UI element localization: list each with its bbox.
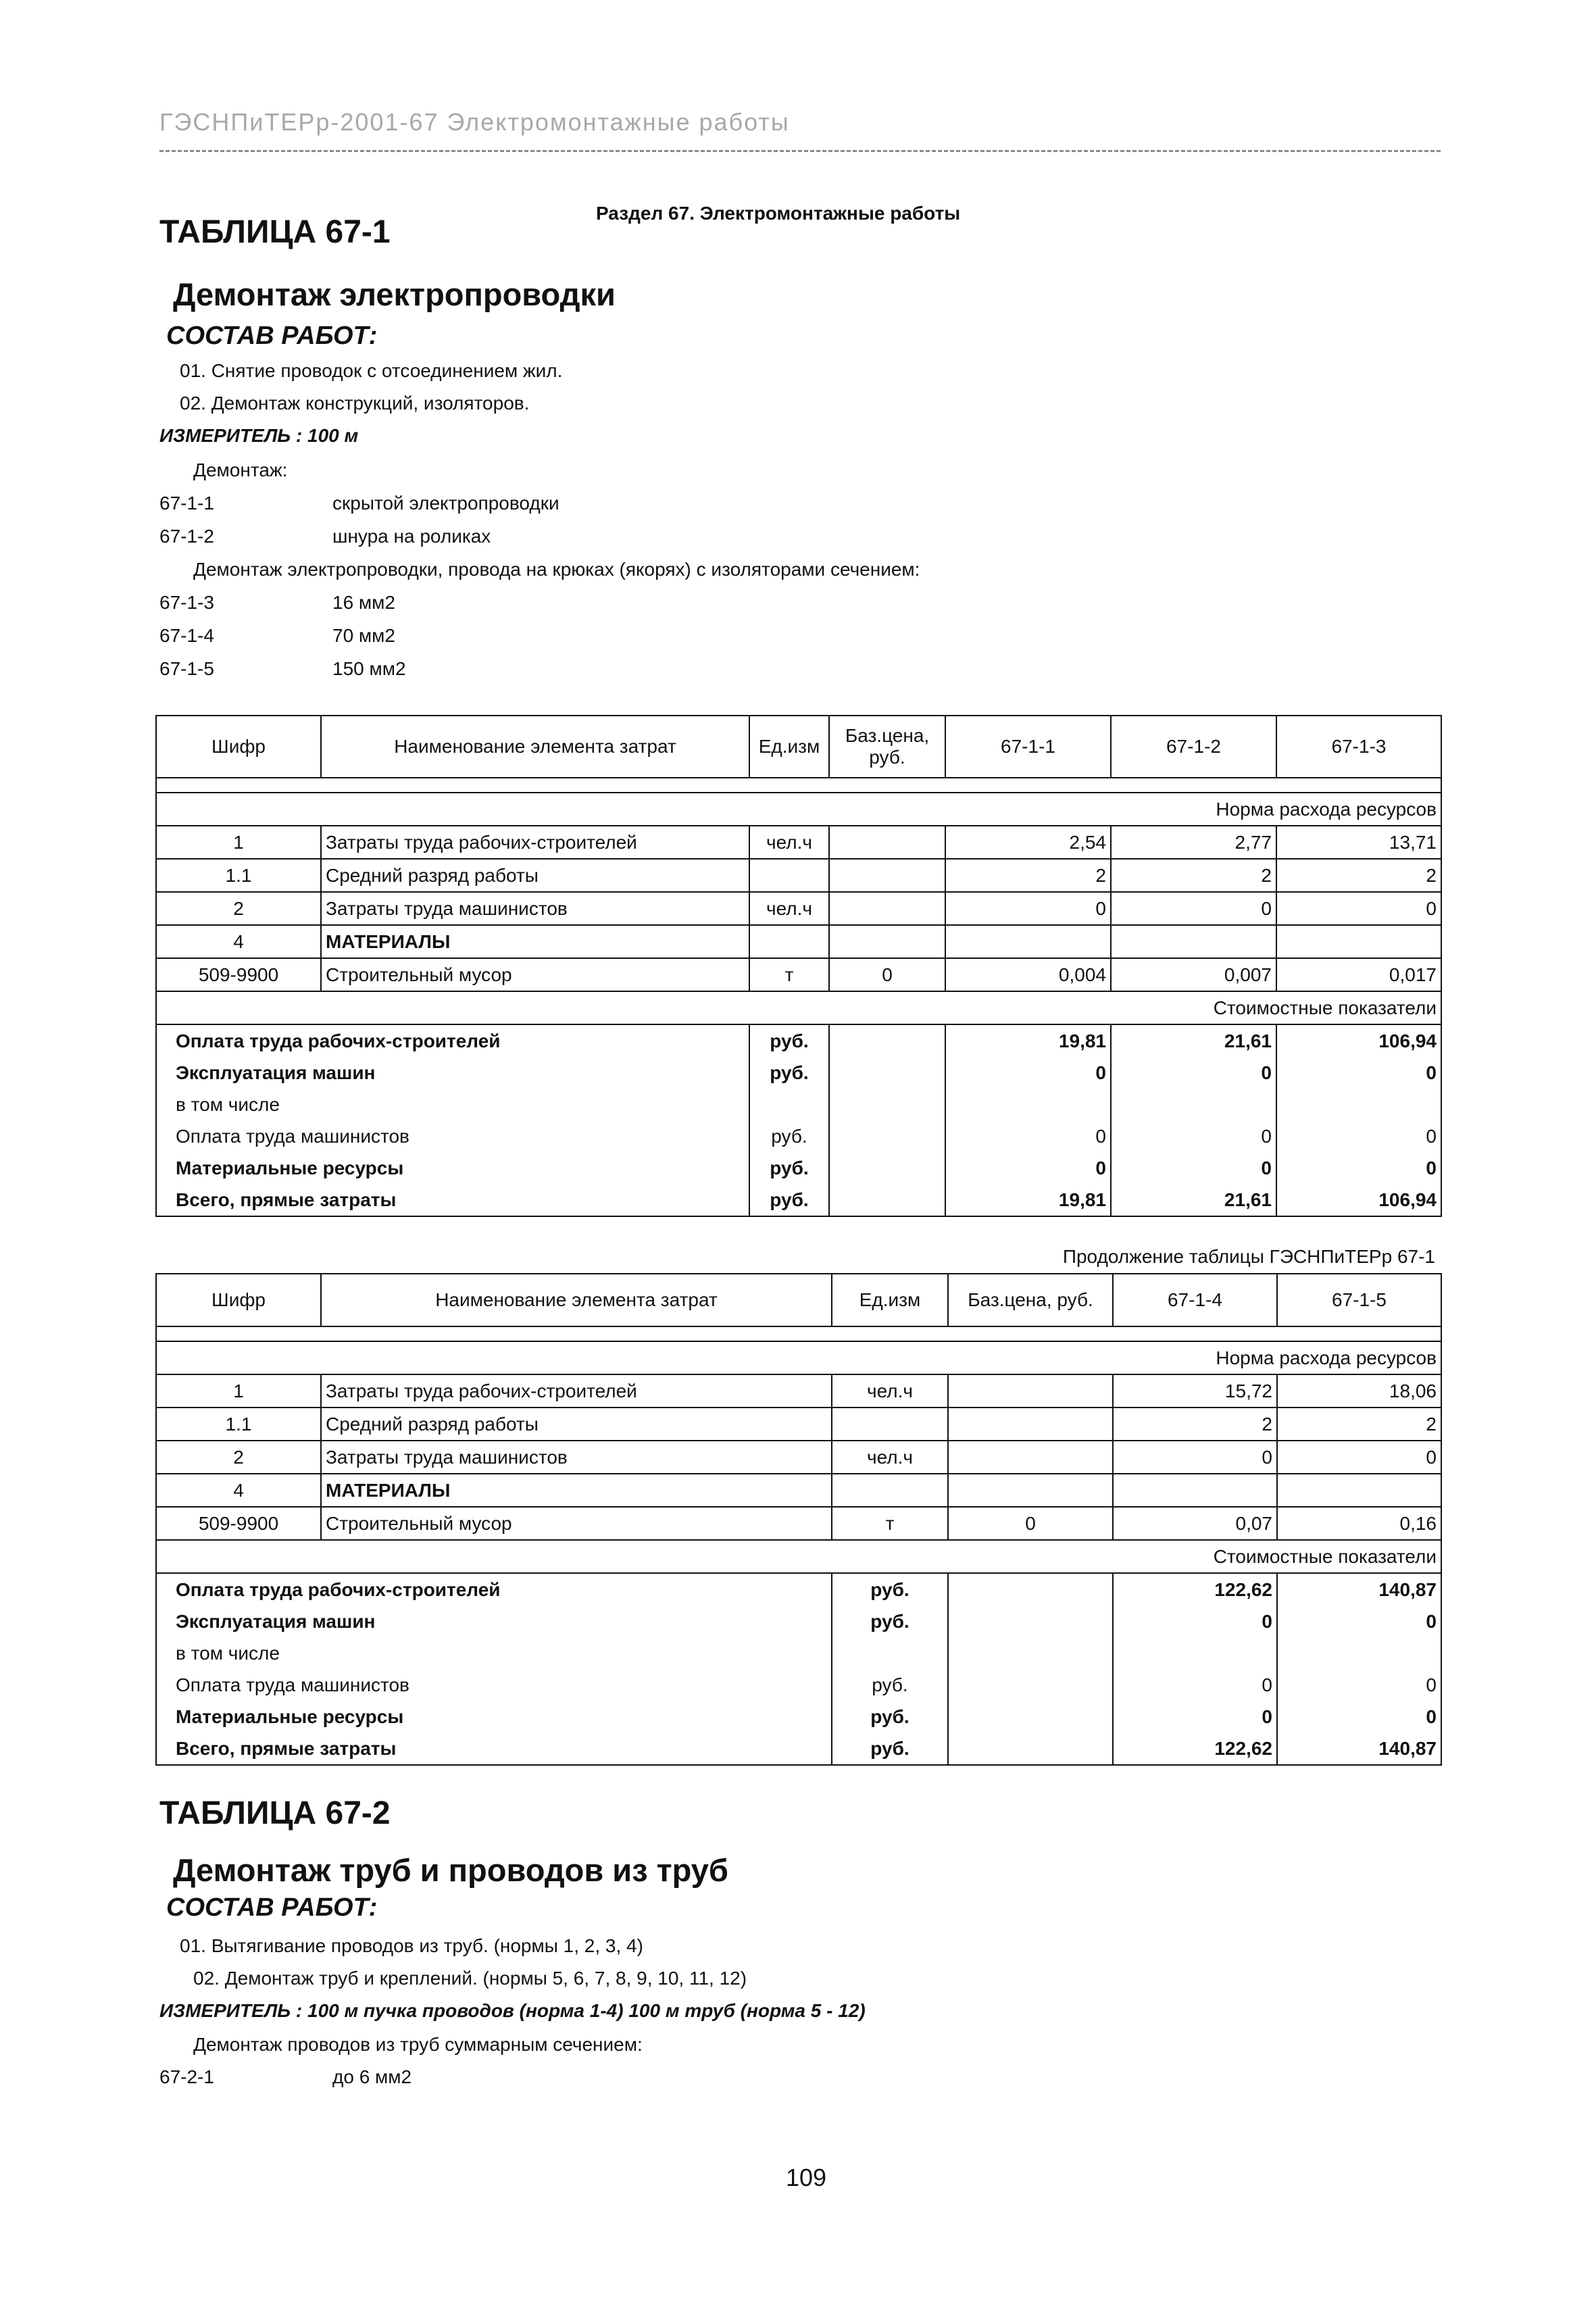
cost-name: Материальные ресурсы	[156, 1152, 749, 1184]
name-cell: Строительный мусор	[321, 958, 749, 991]
cost-row	[156, 1089, 1441, 1120]
value-cell: 140,87	[1277, 1573, 1441, 1605]
value-cell: 2	[1276, 859, 1441, 892]
unit-cell	[749, 925, 829, 958]
norm-description: 16 мм2	[332, 592, 395, 613]
value-cell: 13,71	[1276, 826, 1441, 859]
running-header: ГЭСНПиТЕРр-2001-67 Электромонтажные работы	[159, 108, 790, 136]
cost-name: Эксплуатация машин	[156, 1057, 749, 1089]
table-row	[156, 1374, 1441, 1408]
cost-name: Материальные ресурсы	[156, 1701, 832, 1733]
code-cell: 509-9900	[156, 1507, 321, 1540]
cost-table-2	[155, 1273, 1442, 1766]
measure-unit: ИЗМЕРИТЕЛЬ : 100 м	[159, 425, 359, 446]
value-cell: 2	[1277, 1408, 1441, 1441]
name-cell: МАТЕРИАЛЫ	[321, 925, 749, 958]
value-cell: 0	[1111, 1120, 1276, 1152]
cost-name: Всего, прямые затраты	[156, 1733, 832, 1765]
value-cell: 0,07	[1113, 1507, 1277, 1540]
price-cell	[829, 925, 945, 958]
value-cell: 2	[945, 859, 1111, 892]
cost-row	[156, 1057, 1441, 1089]
name-cell: Затраты труда рабочих-строителей	[321, 826, 749, 859]
header-cell: Баз.цена, руб.	[948, 1274, 1113, 1326]
header-cell: Наименование элемента затрат	[321, 716, 749, 778]
measure-unit: ИЗМЕРИТЕЛЬ : 100 м пучка проводов (норма 1-4) 100 м труб (норма 5 - 12)	[159, 2000, 866, 2021]
value-cell: 0,017	[1276, 958, 1441, 991]
value-cell: 0,004	[945, 958, 1111, 991]
cost-row	[156, 1120, 1441, 1152]
table-row	[156, 958, 1441, 991]
header-cell: 67-1-3	[1276, 716, 1441, 778]
norm-code: 67-1-4	[159, 625, 214, 646]
norm-description: 70 мм2	[332, 625, 395, 646]
spacer-row	[156, 1326, 1441, 1341]
price-cell: 0	[829, 958, 945, 991]
cost-name: Оплата труда машинистов	[156, 1669, 832, 1701]
norm-code: 67-1-2	[159, 526, 214, 547]
section-title: Раздел 67. Электромонтажные работы	[596, 203, 961, 224]
value-cell: 0,16	[1277, 1507, 1441, 1540]
table-row	[156, 1408, 1441, 1441]
norm-code: 67-1-5	[159, 658, 214, 679]
value-cell: 2	[1113, 1408, 1277, 1441]
price-cell	[948, 1701, 1113, 1733]
value-cell: 0	[945, 1152, 1111, 1184]
price-cell	[829, 1057, 945, 1089]
header-cell: Баз.цена, руб.	[829, 716, 945, 778]
header-rule	[159, 150, 1441, 152]
unit-cell: т	[749, 958, 829, 991]
price-cell	[829, 1089, 945, 1120]
value-cell	[945, 1089, 1111, 1120]
unit-cell: чел.ч	[749, 826, 829, 859]
norm-band: Норма расхода ресурсов	[156, 1341, 1441, 1374]
unit-cell: чел.ч	[749, 892, 829, 925]
unit-cell	[832, 1408, 948, 1441]
value-cell: 18,06	[1277, 1374, 1441, 1408]
name-cell: Затраты труда машинистов	[321, 892, 749, 925]
unit-cell: руб.	[832, 1733, 948, 1765]
cost-row	[156, 1573, 1441, 1605]
value-cell: 15,72	[1113, 1374, 1277, 1408]
header-cell: 67-1-1	[945, 716, 1111, 778]
cost-name: Оплата труда рабочих-строителей	[156, 1573, 832, 1605]
price-cell	[948, 1637, 1113, 1669]
unit-cell: руб.	[832, 1701, 948, 1733]
table-row	[156, 925, 1441, 958]
value-cell: 2,54	[945, 826, 1111, 859]
work-step: 02. Демонтаж труб и креплений. (нормы 5, 6, 7, 8, 9, 10, 11, 12)	[193, 1968, 747, 1989]
cost-name: в том числе	[156, 1637, 832, 1669]
value-cell	[1276, 1089, 1441, 1120]
work-step: 02. Демонтаж конструкций, изоляторов.	[180, 393, 530, 414]
norm-code: 67-2-1	[159, 2066, 214, 2087]
price-cell	[948, 1733, 1113, 1765]
table-subtitle: Демонтаж труб и проводов из труб	[173, 1852, 728, 1888]
value-cell: 19,81	[945, 1184, 1111, 1216]
value-cell: 0	[945, 892, 1111, 925]
table-row	[156, 859, 1441, 892]
unit-cell: руб.	[749, 1120, 829, 1152]
header-cell: Шифр	[156, 716, 321, 778]
price-cell	[829, 1152, 945, 1184]
value-cell: 0	[1276, 1152, 1441, 1184]
norm-description: шнура на роликах	[332, 526, 491, 547]
header-cell: Шифр	[156, 1274, 321, 1326]
value-cell	[1277, 1637, 1441, 1669]
code-cell: 1	[156, 826, 321, 859]
value-cell	[945, 925, 1111, 958]
header-cell: 67-1-4	[1113, 1274, 1277, 1326]
value-cell	[1113, 1474, 1277, 1507]
table-subtitle: Демонтаж электропроводки	[173, 276, 616, 312]
unit-cell: т	[832, 1507, 948, 1540]
value-cell: 0	[1111, 1152, 1276, 1184]
unit-cell: руб.	[749, 1024, 829, 1057]
cost-row	[156, 1669, 1441, 1701]
value-cell: 21,61	[1111, 1024, 1276, 1057]
norm-description: до 6 мм2	[332, 2066, 412, 2087]
value-cell: 0	[1276, 1057, 1441, 1089]
name-cell: Средний разряд работы	[321, 1408, 832, 1441]
unit-cell: руб.	[832, 1573, 948, 1605]
value-cell: 0	[1113, 1669, 1277, 1701]
code-cell: 1.1	[156, 859, 321, 892]
unit-cell: руб.	[749, 1184, 829, 1216]
value-cell: 122,62	[1113, 1733, 1277, 1765]
code-cell: 509-9900	[156, 958, 321, 991]
group-label: Демонтаж:	[193, 459, 288, 480]
continuation-label: Продолжение таблицы ГЭСНПиТЕРр 67-1	[1062, 1246, 1435, 1267]
unit-cell: чел.ч	[832, 1441, 948, 1474]
cost-name: в том числе	[156, 1089, 749, 1120]
norm-description: 150 мм2	[332, 658, 406, 679]
value-cell	[1276, 925, 1441, 958]
norm-code: 67-1-1	[159, 493, 214, 514]
value-cell: 0	[1111, 892, 1276, 925]
price-cell	[948, 1605, 1113, 1637]
price-cell	[829, 826, 945, 859]
page-number: 109	[786, 2164, 827, 2191]
name-cell: Затраты труда рабочих-строителей	[321, 1374, 832, 1408]
table-title: ТАБЛИЦА 67-1	[159, 214, 391, 250]
header-cell: Ед.изм	[749, 716, 829, 778]
table-row	[156, 826, 1441, 859]
value-cell: 0	[1277, 1441, 1441, 1474]
unit-cell	[749, 1089, 829, 1120]
value-cell: 19,81	[945, 1024, 1111, 1057]
value-cell: 0	[1276, 892, 1441, 925]
header-cell: Наименование элемента затрат	[321, 1274, 832, 1326]
group-label: Демонтаж электропроводки, провода на крюках (якорях) с изоляторами сечением:	[193, 559, 920, 580]
group-label: Демонтаж проводов из труб суммарным сечением:	[193, 2034, 643, 2055]
code-cell: 2	[156, 1441, 321, 1474]
cost-band: Стоимостные показатели	[156, 1540, 1441, 1573]
norm-code: 67-1-3	[159, 592, 214, 613]
price-cell	[948, 1374, 1113, 1408]
cost-name: Оплата труда машинистов	[156, 1120, 749, 1152]
price-cell	[829, 859, 945, 892]
price-cell	[948, 1573, 1113, 1605]
price-cell	[829, 1120, 945, 1152]
value-cell: 122,62	[1113, 1573, 1277, 1605]
value-cell: 0	[945, 1057, 1111, 1089]
price-cell	[829, 1024, 945, 1057]
value-cell: 0	[1111, 1057, 1276, 1089]
composition-label: СОСТАВ РАБОТ:	[166, 1893, 378, 1922]
value-cell: 106,94	[1276, 1024, 1441, 1057]
header-row	[156, 716, 1441, 778]
table-row	[156, 892, 1441, 925]
unit-cell	[749, 859, 829, 892]
price-cell	[948, 1474, 1113, 1507]
cost-name: Эксплуатация машин	[156, 1605, 832, 1637]
work-step: 01. Снятие проводок с отсоединением жил.	[180, 360, 563, 381]
price-cell: 0	[948, 1507, 1113, 1540]
header-cell: 67-1-2	[1111, 716, 1276, 778]
value-cell: 0	[1113, 1441, 1277, 1474]
unit-cell: чел.ч	[832, 1374, 948, 1408]
cost-row	[156, 1701, 1441, 1733]
value-cell	[1111, 925, 1276, 958]
table-row	[156, 1441, 1441, 1474]
cost-row	[156, 1024, 1441, 1057]
name-cell: Средний разряд работы	[321, 859, 749, 892]
unit-cell: руб.	[749, 1152, 829, 1184]
code-cell: 1	[156, 1374, 321, 1408]
value-cell: 0	[1277, 1669, 1441, 1701]
value-cell	[1113, 1637, 1277, 1669]
cost-row	[156, 1637, 1441, 1669]
table-title: ТАБЛИЦА 67-2	[159, 1795, 391, 1831]
cost-row	[156, 1184, 1441, 1216]
value-cell: 0	[1113, 1605, 1277, 1637]
cost-row	[156, 1152, 1441, 1184]
spacer-row	[156, 778, 1441, 793]
cost-name: Оплата труда рабочих-строителей	[156, 1024, 749, 1057]
work-step: 01. Вытягивание проводов из труб. (нормы 1, 2, 3, 4)	[180, 1935, 643, 1956]
code-cell: 4	[156, 1474, 321, 1507]
value-cell: 0	[945, 1120, 1111, 1152]
name-cell: МАТЕРИАЛЫ	[321, 1474, 832, 1507]
table-row	[156, 1507, 1441, 1540]
norm-description: скрытой электропроводки	[332, 493, 559, 514]
value-cell: 2,77	[1111, 826, 1276, 859]
cost-row	[156, 1605, 1441, 1637]
code-cell: 1.1	[156, 1408, 321, 1441]
value-cell: 140,87	[1277, 1733, 1441, 1765]
value-cell: 0	[1276, 1120, 1441, 1152]
value-cell: 0	[1113, 1701, 1277, 1733]
cost-name: Всего, прямые затраты	[156, 1184, 749, 1216]
header-cell: Ед.изм	[832, 1274, 948, 1326]
price-cell	[829, 892, 945, 925]
code-cell: 4	[156, 925, 321, 958]
price-cell	[948, 1441, 1113, 1474]
price-cell	[829, 1184, 945, 1216]
unit-cell	[832, 1637, 948, 1669]
composition-label: СОСТАВ РАБОТ:	[166, 322, 378, 350]
value-cell	[1111, 1089, 1276, 1120]
cost-row	[156, 1733, 1441, 1765]
name-cell: Строительный мусор	[321, 1507, 832, 1540]
price-cell	[948, 1669, 1113, 1701]
unit-cell: руб.	[832, 1605, 948, 1637]
value-cell: 106,94	[1276, 1184, 1441, 1216]
unit-cell: руб.	[749, 1057, 829, 1089]
value-cell: 2	[1111, 859, 1276, 892]
cost-band: Стоимостные показатели	[156, 991, 1441, 1024]
table-row	[156, 1474, 1441, 1507]
value-cell: 0,007	[1111, 958, 1276, 991]
unit-cell	[832, 1474, 948, 1507]
value-cell: 0	[1277, 1605, 1441, 1637]
price-cell	[948, 1408, 1113, 1441]
cost-table-1	[155, 715, 1442, 1217]
unit-cell: руб.	[832, 1669, 948, 1701]
value-cell: 0	[1277, 1701, 1441, 1733]
header-row	[156, 1274, 1441, 1326]
norm-band: Норма расхода ресурсов	[156, 793, 1441, 826]
code-cell: 2	[156, 892, 321, 925]
value-cell	[1277, 1474, 1441, 1507]
header-cell: 67-1-5	[1277, 1274, 1441, 1326]
name-cell: Затраты труда машинистов	[321, 1441, 832, 1474]
value-cell: 21,61	[1111, 1184, 1276, 1216]
